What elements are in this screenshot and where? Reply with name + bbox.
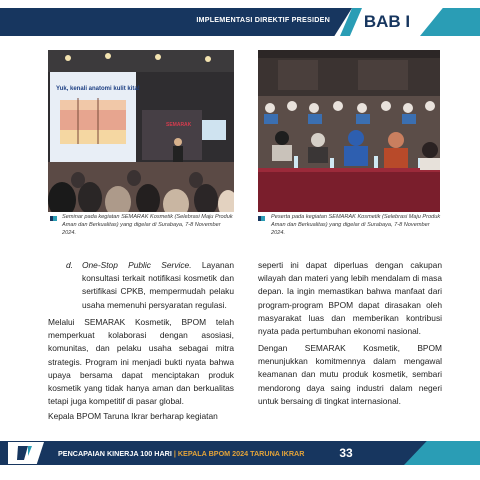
paragraph-expectation-continued: seperti ini dapat diperluas dengan cakupan wilayah dan materi yang lebih mendalam di masa depan. Ia ingin memastikan bahwa manfaat dari program-program BPOM dapat dirasakan oleh masyarakat luas dan memberikan kontribusi nyata pada pertumbuhan ekonomi nasional. xyxy=(258,260,442,337)
participants-photo xyxy=(258,50,440,212)
stage-banner-text: SEMARAK xyxy=(166,122,192,128)
photo-caption-left: Seminar pada kegiatan SEMARAK Kosmetik (Selebrasi Maju Produk Aman dan Berkualitas) yang digelar di Surabaya, 7-8 November 2024. xyxy=(62,214,233,236)
header-accent-block xyxy=(420,8,480,36)
footer-title xyxy=(58,449,304,458)
footer-separator: | xyxy=(171,449,178,458)
list-marker: d. xyxy=(66,260,73,270)
photo-caption-right: Peserta pada kegiatan SEMARAK Kosmetik (Selebrasi Maju Produk Aman dan Berkualitas) yang digelar di Surabaya, 7-8 November 2024. xyxy=(271,214,441,236)
paragraph-collaboration: Melalui SEMARAK Kosmetik, BPOM telah memperkuat kolaborasi dengan asosiasi, komunitas, dan pelaku usaha sebagai mitra strategis. Program ini menjadi bukti nyata bahwa upaya bersama dapat menciptakan produk kosmetik yang tidak hanya aman dan berkualitas tetapi juga kompetitif di pasar global. xyxy=(48,317,234,407)
list-item-text: Layanan konsultasi terkait notifikasi kosmetik dan sertifikasi CPKB, mempermudah pelaku usaha memenuhi persyaratan regulasi. xyxy=(82,260,234,310)
caption-marker-left xyxy=(50,216,57,221)
footer-accent-text: KEPALA BPOM 2024 TARUNA IKRAR xyxy=(177,449,305,458)
chapter-label: BAB I xyxy=(363,12,411,31)
paragraph-expectation-start: Kepala BPOM Taruna Ikrar berharap kegiatan xyxy=(48,411,218,421)
list-item-d xyxy=(82,259,234,312)
slide-title: Yuk, kenali anatomi kulit kita! xyxy=(56,86,140,92)
footer-left-text: PENCAPAIAN KINERJA 100 HARI xyxy=(58,449,172,458)
seminar-photo xyxy=(48,50,234,212)
section-title: IMPLEMENTASI DIREKTIF PRESIDEN xyxy=(196,15,330,24)
page-number: 33 xyxy=(339,446,353,460)
paragraph-commitment: Dengan SEMARAK Kosmetik, BPOM menunjukkan komitmennya dalam mengawal keamanan dan mutu produk kosmetik, sembari mendorong daya saing industri dalam negeri untuk bersaing di tingkat internasional. xyxy=(258,343,442,406)
caption-marker-right xyxy=(258,216,265,221)
list-item-lead: One-Stop Public Service. xyxy=(82,260,192,270)
